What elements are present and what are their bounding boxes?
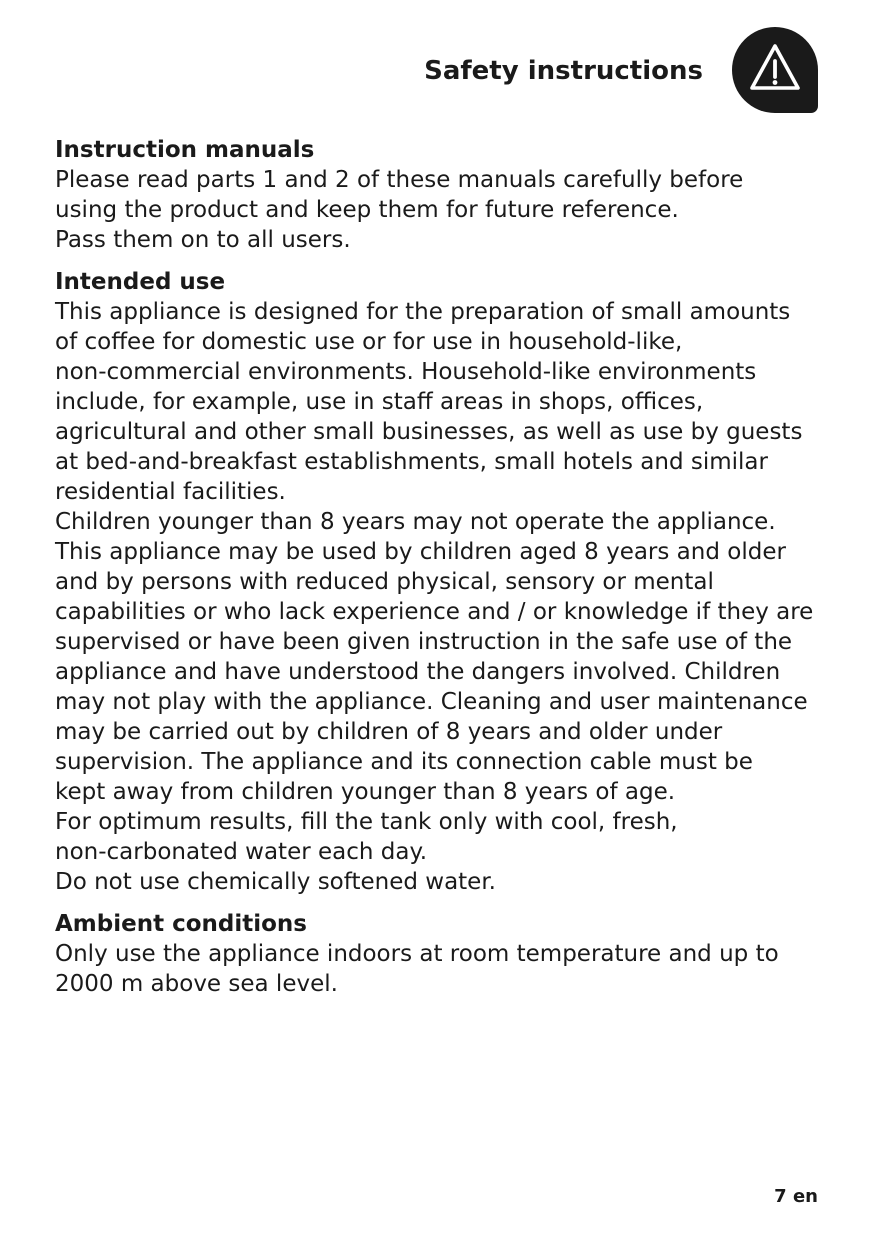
text-line: Pass them on to all users. xyxy=(55,227,351,253)
text-line: residential facilities. xyxy=(55,479,286,505)
text-line: may be carried out by children of 8 years and older under xyxy=(55,719,723,745)
section-intended-use xyxy=(55,267,835,897)
text-line: Do not use chemically softened water. xyxy=(55,869,496,895)
text-line: agricultural and other small businesses, as well as use by guests xyxy=(55,419,803,445)
warning-badge xyxy=(732,27,818,113)
text-line: at bed-and-breakfast establishments, small hotels and similar xyxy=(55,449,768,475)
page-title: Safety instructions xyxy=(424,56,703,86)
text-line: include, for example, use in staff areas in shops, offices, xyxy=(55,389,704,415)
text-line: 2000 m above sea level. xyxy=(55,971,338,997)
text-line: non-carbonated water each day. xyxy=(55,839,428,865)
text-line: supervised or have been given instruction in the safe use of the xyxy=(55,629,793,655)
text-line: and by persons with reduced physical, sensory or mental xyxy=(55,569,714,595)
text-line: appliance and have understood the dangers involved. Children xyxy=(55,659,781,685)
text-line: supervision. The appliance and its connection cable must be xyxy=(55,749,753,775)
document-body xyxy=(55,135,835,1011)
text-line: kept away from children younger than 8 years of age. xyxy=(55,779,676,805)
text-line: Please read parts 1 and 2 of these manuals carefully before xyxy=(55,167,744,193)
text-line: This appliance is designed for the preparation of small amounts xyxy=(55,299,791,325)
text-line: non-commercial environments. Household-like environments xyxy=(55,359,757,385)
section-ambient-conditions xyxy=(55,909,835,999)
section-instruction-manuals xyxy=(55,135,835,255)
text-line: capabilities or who lack experience and / or knowledge if they are xyxy=(55,599,814,625)
text-line: For optimum results, fill the tank only with cool, fresh, xyxy=(55,809,678,835)
paragraph xyxy=(55,165,835,255)
text-line: of coffee for domestic use or for use in household-like, xyxy=(55,329,683,355)
paragraph xyxy=(55,507,835,807)
section-heading: Instruction manuals xyxy=(55,137,315,163)
paragraph xyxy=(55,939,835,999)
text-line: using the product and keep them for future reference. xyxy=(55,197,679,223)
paragraph xyxy=(55,297,835,507)
text-line: Only use the appliance indoors at room temperature and up to xyxy=(55,941,779,967)
section-heading: Intended use xyxy=(55,269,226,295)
page-number: 7 en xyxy=(774,1186,818,1207)
text-line: This appliance may be used by children aged 8 years and older xyxy=(55,539,786,565)
paragraph xyxy=(55,807,835,897)
text-line: may not play with the appliance. Cleaning and user maintenance xyxy=(55,689,808,715)
section-heading: Ambient conditions xyxy=(55,911,307,937)
text-line: Children younger than 8 years may not operate the appliance. xyxy=(55,509,776,535)
warning-triangle-icon xyxy=(732,27,818,113)
